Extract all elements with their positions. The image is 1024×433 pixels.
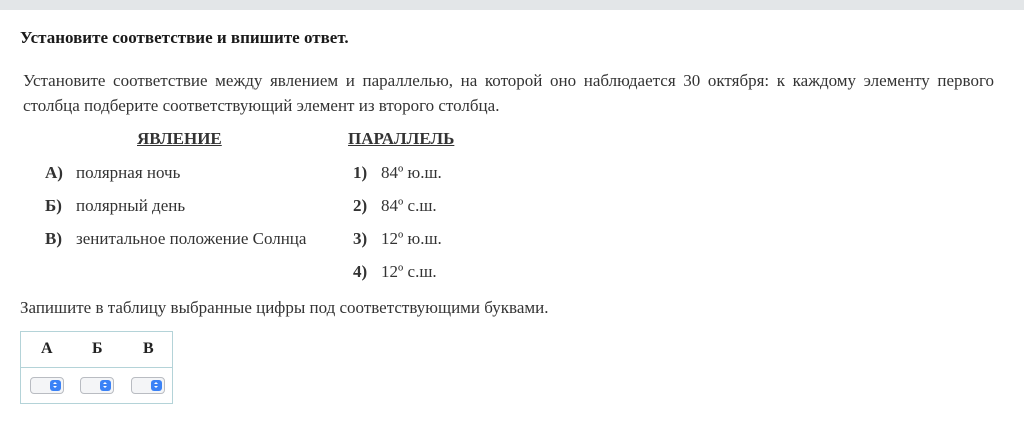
parallel-item-1	[353, 163, 442, 183]
phenomenon-key: В)	[45, 229, 62, 248]
phenomenon-text: полярный день	[76, 196, 186, 215]
answer-select-b[interactable]	[80, 377, 114, 394]
answer-header-v: В	[143, 340, 154, 357]
parallel-item-4	[353, 262, 437, 282]
select-stepper-icon	[50, 380, 61, 391]
phenomenon-item-a	[45, 163, 180, 183]
select-stepper-icon	[100, 380, 111, 391]
parallel-text: 84º ю.ш.	[381, 163, 442, 182]
instruction-text: Запишите в таблицу выбранные цифры под соответствующими буквами.	[20, 298, 549, 317]
answer-select-v[interactable]	[131, 377, 165, 394]
column-header-parallel: ПАРАЛЛЕЛЬ	[348, 129, 455, 148]
parallel-item-3	[353, 229, 442, 249]
answer-select-a[interactable]	[30, 377, 64, 394]
parallel-key: 3)	[353, 229, 368, 248]
phenomenon-key: А)	[45, 163, 63, 182]
phenomenon-text: полярная ночь	[76, 163, 181, 182]
parallel-text: 12º с.ш.	[381, 262, 437, 281]
parallel-key: 2)	[353, 196, 368, 215]
phenomenon-text: зенитальное положение Солнца	[76, 229, 307, 248]
column-header-phenomenon: ЯВЛЕНИЕ	[137, 129, 222, 148]
parallel-key: 1)	[353, 163, 368, 182]
phenomenon-key: Б)	[45, 196, 62, 215]
answer-table-header	[21, 332, 172, 368]
parallel-text: 84º с.ш.	[381, 196, 437, 215]
phenomenon-item-v	[45, 229, 306, 249]
parallel-key: 4)	[353, 262, 368, 281]
answer-header-b: Б	[92, 340, 103, 357]
answer-table	[20, 331, 173, 404]
question-text: Установите соответствие между явлением и параллелью, на которой оно наблюдается 30 октября: к каждому элементу первого столбца подберите соответствующий элемент из второго столбца.	[23, 71, 994, 115]
phenomenon-item-b	[45, 196, 185, 216]
task-heading: Установите соответствие и впишите ответ.	[20, 28, 349, 47]
parallel-item-2	[353, 196, 437, 216]
answer-header-a: А	[41, 340, 53, 357]
top-bar	[0, 0, 1024, 10]
parallel-text: 12º ю.ш.	[381, 229, 442, 248]
select-stepper-icon	[151, 380, 162, 391]
